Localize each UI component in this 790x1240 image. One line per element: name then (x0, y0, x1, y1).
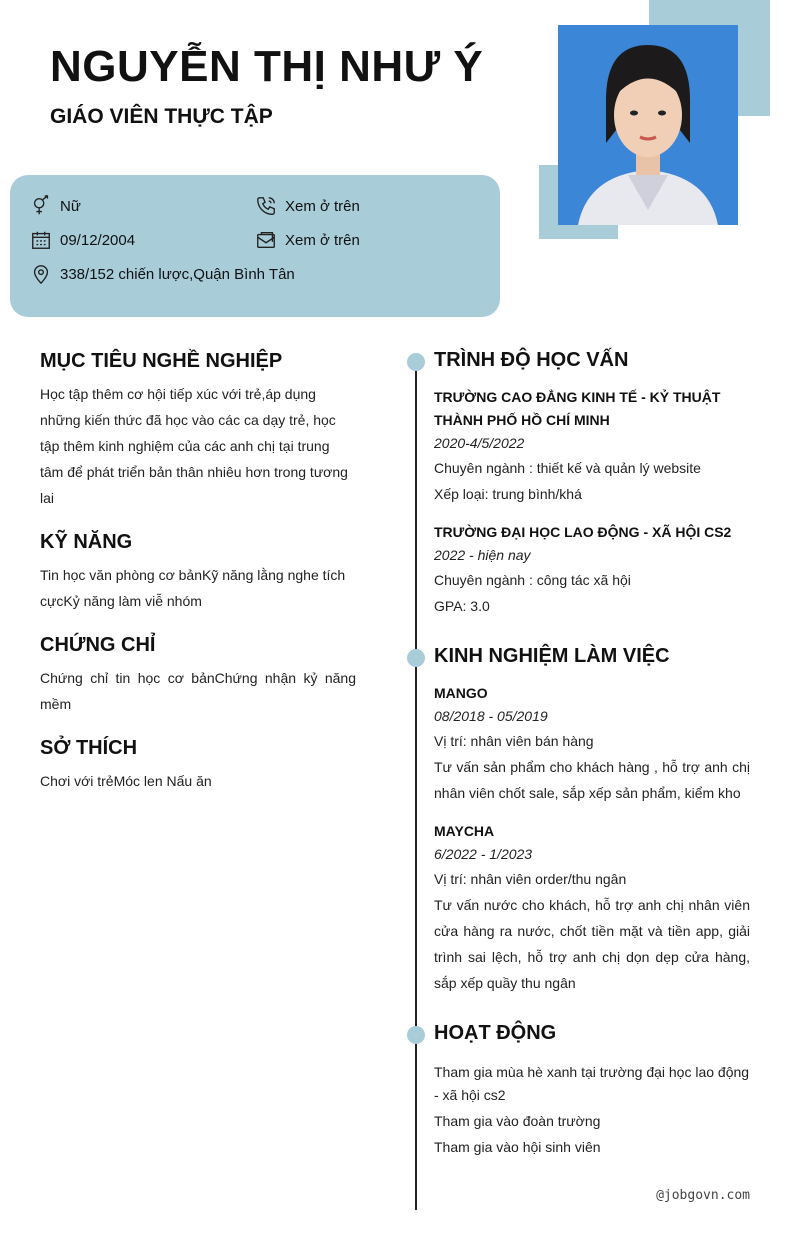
company-name: MAYCHA (434, 823, 495, 839)
objective-section (40, 350, 356, 511)
objective-title: MỤC TIÊU NGHỀ NGHIỆP (40, 350, 283, 372)
education-date: 2022 - hiện nay (434, 547, 531, 563)
activities-section (434, 1022, 750, 1162)
email-value[interactable]: Xem ở trên (285, 231, 360, 249)
education-major: Chuyên ngành : công tác xã hội (434, 572, 631, 588)
activity-item: Tham gia vào hội sinh viên (434, 1139, 601, 1155)
experience-desc: Tư vấn sản phẩm cho khách hàng , hỗ trợ anh chị nhân viên chốt sale, sắp xếp sản phẩm, kiểm kho (434, 759, 750, 801)
hobbies-title: SỞ THÍCH (40, 737, 138, 759)
phone-icon (255, 195, 277, 217)
skills-text: Tin học văn phòng cơ bảnKỹ năng lằng nghe tích cựcKỷ năng làm viễ nhóm (40, 567, 346, 609)
profile-photo (558, 25, 738, 225)
education-item (434, 386, 750, 507)
hobbies-section (40, 737, 356, 794)
job-title: GIÁO VIÊN THỰC TẬP (50, 105, 273, 128)
watermark: @jobgovn.com (656, 1188, 750, 1203)
education-grade: Xếp loại: trung bình/khá (434, 486, 582, 502)
hobbies-text: Chơi với trẻMóc len Nấu ăn (40, 773, 212, 789)
education-date: 2020-4/5/2022 (434, 435, 525, 451)
activity-item: Tham gia mùa hè xanh tại trường đại học lao động - xã hội cs2 (434, 1064, 750, 1103)
timeline-dot-activities (407, 1026, 425, 1044)
dob-value: 09/12/2004 (60, 231, 136, 249)
gender-icon (30, 195, 52, 217)
company-name: MANGO (434, 685, 488, 701)
phone-row (255, 195, 360, 217)
certificates-section (40, 634, 356, 717)
timeline-dot-experience (407, 649, 425, 667)
experience-title: KINH NGHIỆM LÀM VIỆC (434, 645, 670, 667)
education-major: Chuyên ngành : thiết kế và quản lý website (434, 460, 701, 476)
education-title: TRÌNH ĐỘ HỌC VẤN (434, 349, 629, 371)
phone-value[interactable]: Xem ở trên (285, 197, 360, 215)
experience-date: 08/2018 - 05/2019 (434, 708, 548, 724)
experience-item (434, 820, 750, 996)
experience-desc: Tư vấn nước cho khách, hỗ trợ anh chị nhân viên cửa hàng ra nước, chốt tiền mặt và tiền app, giải trình sai lệch, hỗ trợ anh chị dọn dẹp cửa hàng, sắp xếp quầy thu ngân (434, 897, 750, 991)
school-name: TRƯỜNG CAO ĐẲNG KINH TẾ - KỶ THUẬT THÀNH PHỐ HỒ CHÍ MINH (434, 389, 721, 428)
objective-text: Học tập thêm cơ hội tiếp xúc với trẻ,áp dụng những kiến thức đã học vào các ca dạy trẻ, học tập thêm kinh nghiệm của các anh chị tại trung tâm để phát triển bản thân nhiêu hơn trong tương lai (40, 386, 348, 506)
left-column (40, 350, 356, 814)
gender-row (30, 195, 81, 217)
experience-item (434, 682, 750, 806)
contact-info-box (10, 175, 500, 317)
experience-position: Vị trí: nhân viên bán hàng (434, 733, 594, 749)
email-row (255, 229, 360, 251)
experience-date: 6/2022 - 1/2023 (434, 846, 533, 862)
calendar-icon (30, 229, 52, 251)
address-value: 338/152 chiến lược,Quận Bình Tân (60, 265, 295, 283)
dob-row (30, 229, 135, 251)
experience-section (434, 645, 750, 996)
location-icon (30, 263, 52, 285)
school-name: TRƯỜNG ĐẠI HỌC LAO ĐỘNG - XÃ HỘI CS2 (434, 524, 732, 540)
timeline-line (415, 355, 417, 1210)
mail-icon (255, 229, 277, 251)
education-grade: GPA: 3.0 (434, 598, 490, 614)
candidate-name: NGUYỄN THỊ NHƯ Ý (50, 42, 484, 91)
activities-title: HOẠT ĐỘNG (434, 1022, 557, 1044)
certificates-text: Chứng chỉ tin học cơ bảnChứng nhận kỷ năng mềm (40, 670, 356, 712)
education-section (434, 349, 750, 619)
certificates-title: CHỨNG CHỈ (40, 634, 156, 656)
timeline-dot-education (407, 353, 425, 371)
skills-title: KỸ NĂNG (40, 531, 133, 553)
experience-position: Vị trí: nhân viên order/thu ngân (434, 871, 627, 887)
skills-section (40, 531, 356, 614)
activity-item: Tham gia vào đoàn trường (434, 1113, 601, 1129)
gender-value: Nữ (60, 197, 81, 215)
address-row (30, 263, 295, 285)
education-item (434, 521, 750, 619)
